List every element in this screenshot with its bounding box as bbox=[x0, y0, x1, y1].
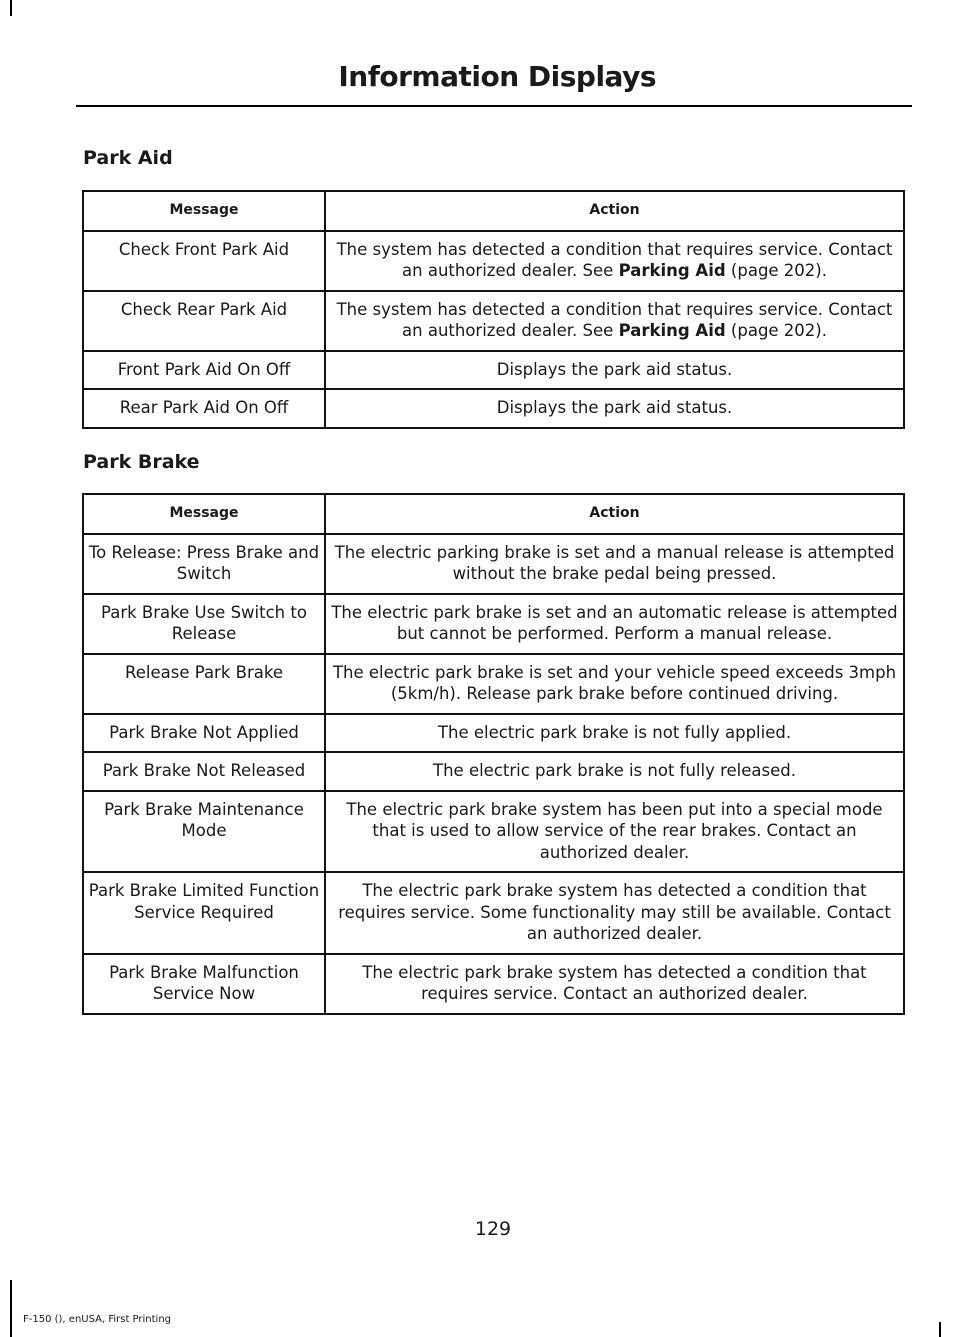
table-header-row bbox=[83, 191, 904, 231]
action-cell: The electric park brake is not fully released. bbox=[325, 752, 904, 791]
action-text: The system has detected a condition that requires service. Contact an authorized dealer. See bbox=[336, 299, 893, 340]
message-cell: Park Brake Limited Function Service Required bbox=[83, 872, 325, 954]
action-text: The system has detected a condition that requires service. Contact an authorized dealer. See bbox=[336, 239, 893, 280]
message-cell: Park Brake Maintenance Mode bbox=[83, 791, 325, 873]
action-cell: The electric park brake is set and your vehicle speed exceeds 3mph (5km/h). Release park brake before continued driving. bbox=[325, 654, 904, 714]
table-row bbox=[83, 389, 904, 428]
action-cell bbox=[325, 231, 904, 291]
crop-mark-top-left bbox=[10, 0, 12, 16]
message-cell: Park Brake Not Released bbox=[83, 752, 325, 791]
table-row bbox=[83, 752, 904, 791]
action-text-page: (page 202). bbox=[725, 261, 827, 280]
message-cell: Park Brake Malfunction Service Now bbox=[83, 954, 325, 1014]
column-header-action: Action bbox=[325, 191, 904, 231]
crop-mark-bottom-right bbox=[939, 1322, 941, 1337]
column-header-action: Action bbox=[325, 494, 904, 534]
action-cell: The electric park brake system has detected a condition that requires service. Contact an authorized dealer. bbox=[325, 954, 904, 1014]
park-aid-table bbox=[82, 190, 905, 429]
cross-reference-link[interactable]: Parking Aid bbox=[618, 261, 726, 280]
message-cell: Park Brake Use Switch to Release bbox=[83, 594, 325, 654]
cross-reference-link[interactable]: Parking Aid bbox=[618, 321, 726, 340]
table-row bbox=[83, 534, 904, 594]
table-header-row bbox=[83, 494, 904, 534]
section-title-park-brake: Park Brake bbox=[83, 451, 200, 473]
crop-mark-bottom-left bbox=[10, 1280, 12, 1337]
message-cell: To Release: Press Brake and Switch bbox=[83, 534, 325, 594]
action-cell: The electric park brake system has detected a condition that requires service. Some functionality may still be available. Contact an authorized dealer. bbox=[325, 872, 904, 954]
action-cell: Displays the park aid status. bbox=[325, 389, 904, 428]
park-brake-table bbox=[82, 493, 905, 1015]
table-row bbox=[83, 714, 904, 753]
page-header-title: Information Displays bbox=[338, 60, 656, 93]
header-rule bbox=[76, 105, 912, 107]
table-row bbox=[83, 594, 904, 654]
message-cell: Rear Park Aid On Off bbox=[83, 389, 325, 428]
message-cell: Check Rear Park Aid bbox=[83, 291, 325, 351]
table-row bbox=[83, 872, 904, 954]
action-text-page: (page 202). bbox=[725, 321, 827, 340]
message-cell: Check Front Park Aid bbox=[83, 231, 325, 291]
edition-footer: F-150 (), enUSA, First Printing bbox=[23, 1314, 172, 1325]
table-row bbox=[83, 654, 904, 714]
table-row bbox=[83, 954, 904, 1014]
message-cell: Park Brake Not Applied bbox=[83, 714, 325, 753]
table-row bbox=[83, 231, 904, 291]
action-cell: The electric park brake system has been put into a special mode that is used to allow service of the rear brakes. Contact an authorized dealer. bbox=[325, 791, 904, 873]
action-cell: The electric park brake is not fully applied. bbox=[325, 714, 904, 753]
page-number: 129 bbox=[474, 1218, 512, 1240]
action-cell: Displays the park aid status. bbox=[325, 351, 904, 390]
table-row bbox=[83, 791, 904, 873]
section-title-park-aid: Park Aid bbox=[83, 147, 173, 169]
table-row bbox=[83, 291, 904, 351]
action-cell: The electric parking brake is set and a manual release is attempted without the brake pedal being pressed. bbox=[325, 534, 904, 594]
table-row bbox=[83, 351, 904, 390]
column-header-message: Message bbox=[83, 494, 325, 534]
message-cell: Release Park Brake bbox=[83, 654, 325, 714]
action-cell: The electric park brake is set and an automatic release is attempted but cannot be performed. Perform a manual release. bbox=[325, 594, 904, 654]
message-cell: Front Park Aid On Off bbox=[83, 351, 325, 390]
action-cell bbox=[325, 291, 904, 351]
column-header-message: Message bbox=[83, 191, 325, 231]
